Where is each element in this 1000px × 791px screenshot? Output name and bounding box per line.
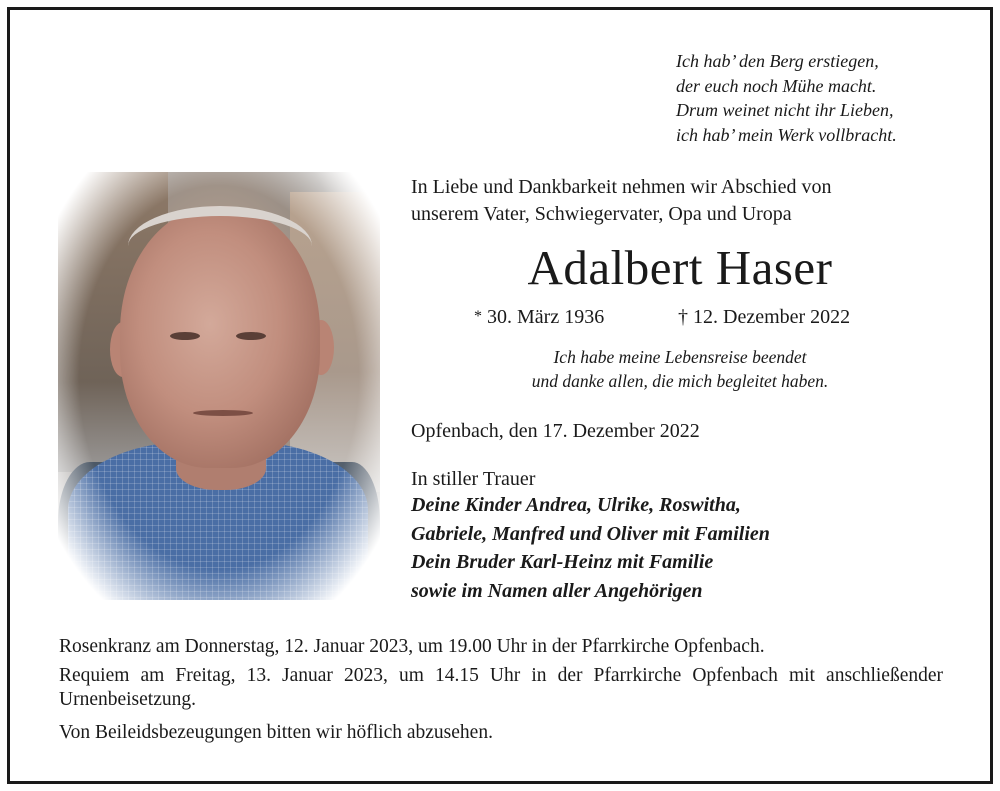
quote-line: und danke allen, die mich begleitet haben. bbox=[531, 371, 829, 391]
death-cross-icon: † bbox=[678, 306, 688, 328]
closing-quote bbox=[412, 345, 948, 393]
poem-line: ich hab’ mein Werk vollbracht. bbox=[676, 124, 897, 145]
death-date-text: 12. Dezember 2022 bbox=[693, 306, 851, 328]
birth-star-icon: * bbox=[474, 308, 482, 325]
rosary-notice: Rosenkranz am Donnerstag, 12. Januar 2023, um 19.00 Uhr in der Pfarrkirche Opfenbach. bbox=[59, 636, 765, 657]
poem-line: der euch noch Mühe macht. bbox=[676, 75, 877, 96]
quote-line: Ich habe meine Lebensreise beendet bbox=[553, 347, 807, 367]
death-date bbox=[678, 304, 850, 330]
poem bbox=[676, 49, 976, 147]
poem-line: Ich hab’ den Berg erstiegen, bbox=[676, 51, 879, 71]
birth-date bbox=[474, 304, 604, 330]
condolences-notice: Von Beileidsbezeugungen bitten wir höflich abzusehen. bbox=[59, 722, 493, 743]
mourners-line: Dein Bruder Karl-Heinz mit Familie bbox=[411, 551, 714, 573]
mourners-line: Gabriele, Manfred und Oliver mit Familien bbox=[411, 522, 770, 545]
mourners-list bbox=[411, 491, 770, 605]
poem-line: Drum weinet nicht ihr Lieben, bbox=[676, 100, 894, 120]
place-date: Opfenbach, den 17. Dezember 2022 bbox=[411, 420, 700, 442]
intro-line-2: unserem Vater, Schwiegervater, Opa und Uropa bbox=[411, 203, 792, 225]
portrait-photo bbox=[58, 172, 380, 600]
deceased-name: Adalbert Haser bbox=[527, 240, 833, 295]
requiem-notice: Requiem am Freitag, 13. Januar 2023, um 14.15 Uhr in der Pfarrkirche Opfenbach mit anschließender Urnenbeisetzung. bbox=[59, 665, 943, 710]
mourners-line: Deine Kinder Andrea, Ulrike, Roswitha, bbox=[411, 494, 741, 516]
birth-date-text: 30. März 1936 bbox=[487, 306, 605, 328]
intro-line-1: In Liebe und Dankbarkeit nehmen wir Abschied von bbox=[411, 176, 832, 198]
mourners-heading: In stiller Trauer bbox=[411, 468, 536, 490]
mourners-line: sowie im Namen aller Angehörigen bbox=[411, 579, 703, 602]
